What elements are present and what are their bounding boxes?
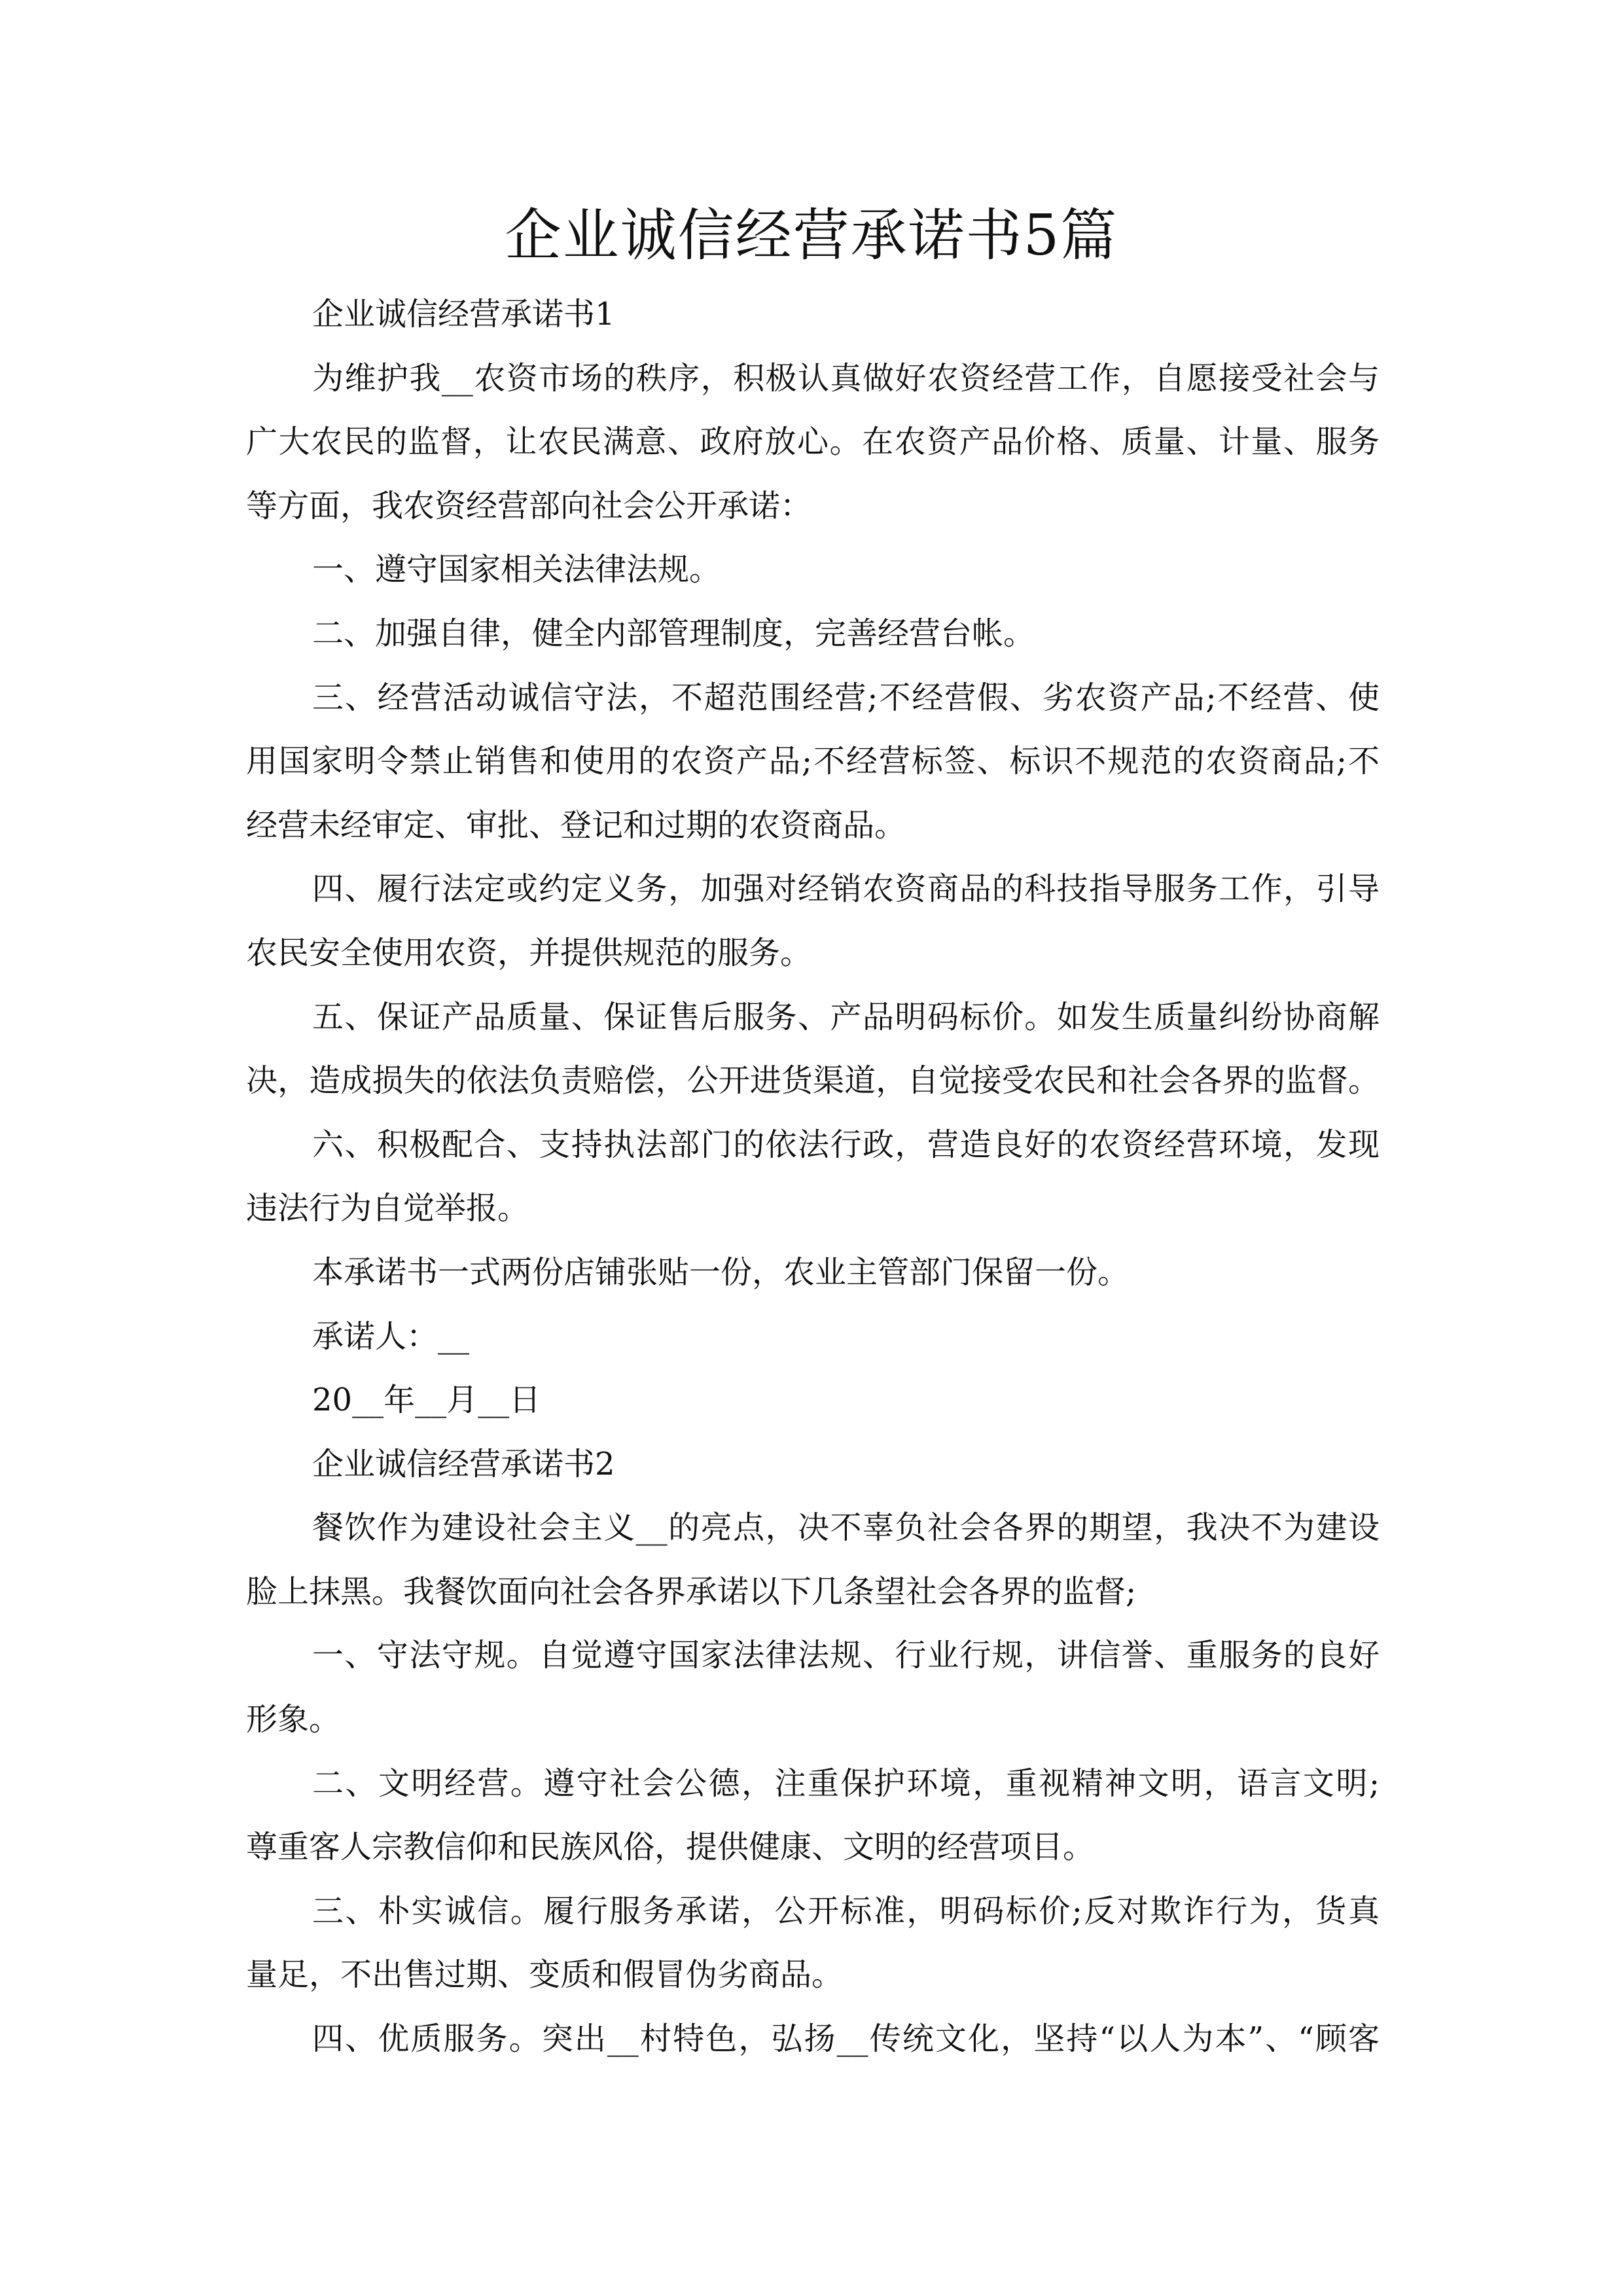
section-heading: 企业诚信经营承诺书1 [312, 296, 615, 332]
text-line: 二、加强自律，健全内部管理制度，完善经营台帐。 [312, 615, 1035, 652]
text-line: 违法行为自觉举报。 [246, 1190, 529, 1227]
text-line: 经营未经审定、审批、登记和过期的农资商品。 [246, 806, 906, 844]
text-line: 四、优质服务。突出__村特色，弘扬__传统文化，坚持“以人为本”、“顾客 [312, 2020, 1380, 2058]
text-line: 五、保证产品质量、保证售后服务、产品明码标价。如发生质量纠纷协商解 [312, 998, 1380, 1035]
text-line: 脸上抹黑。我餐饮面向社会各界承诺以下几条望社会各界的监督; [246, 1573, 1137, 1610]
text-line: 形象。 [246, 1701, 341, 1738]
text-line: 为维护我__农资市场的秩序，积极认真做好农资经营工作，自愿接受社会与 [312, 359, 1380, 397]
text-line: 一、守法守规。自觉遵守国家法律法规、行业行规，讲信誉、重服务的良好 [312, 1637, 1380, 1674]
text-line: 三、经营活动诚信守法，不超范围经营;不经营假、劣农资产品;不经营、使 [312, 679, 1380, 716]
text-line: 广大农民的监督，让农民满意、政府放心。在农资产品价格、质量、计量、服务 [246, 423, 1380, 461]
document-title: 企业诚信经营承诺书5篇 [505, 203, 1118, 268]
text-line: 尊重客人宗教信仰和民族风俗，提供健康、文明的经营项目。 [246, 1829, 1095, 1866]
text-line: 量足，不出售过期、变质和假冒伪劣商品。 [246, 1956, 844, 1994]
text-line: 餐饮作为建设社会主义__的亮点，决不辜负社会各界的期望，我决不为建设 [312, 1509, 1380, 1547]
text-line: 六、积极配合、支持执法部门的依法行政，营造良好的农资经营环境，发现 [312, 1126, 1380, 1163]
text-line: 20__年__月__日 [312, 1382, 541, 1419]
text-line: 四、履行法定或约定义务，加强对经销农资商品的科技指导服务工作，引导 [312, 870, 1380, 908]
text-line: 一、遵守国家相关法律法规。 [312, 551, 721, 588]
text-line: 用国家明令禁止销售和使用的农资产品;不经营标签、标识不规范的农资商品;不 [246, 743, 1380, 780]
document-body [246, 283, 1380, 2072]
text-line: 农民安全使用农资，并提供规范的服务。 [246, 934, 812, 971]
section-heading: 企业诚信经营承诺书2 [312, 1445, 615, 1482]
text-line: 决，造成损失的依法负责赔偿，公开进货渠道，自觉接受农民和社会各界的监督。 [246, 1062, 1380, 1100]
text-line: 本承诺书一式两份店铺张贴一份，农业主管部门保留一份。 [312, 1253, 1130, 1291]
text-line: 二、文明经营。遵守社会公德，注重保护环境，重视精神文明，语言文明; [312, 1765, 1380, 1802]
text-line: 等方面，我农资经营部向社会公开承诺： [246, 487, 812, 524]
text-line: 承诺人：__ [312, 1318, 470, 1355]
text-line: 三、朴实诚信。履行服务承诺，公开标准，明码标价;反对欺诈行为，货真 [312, 1892, 1380, 1929]
